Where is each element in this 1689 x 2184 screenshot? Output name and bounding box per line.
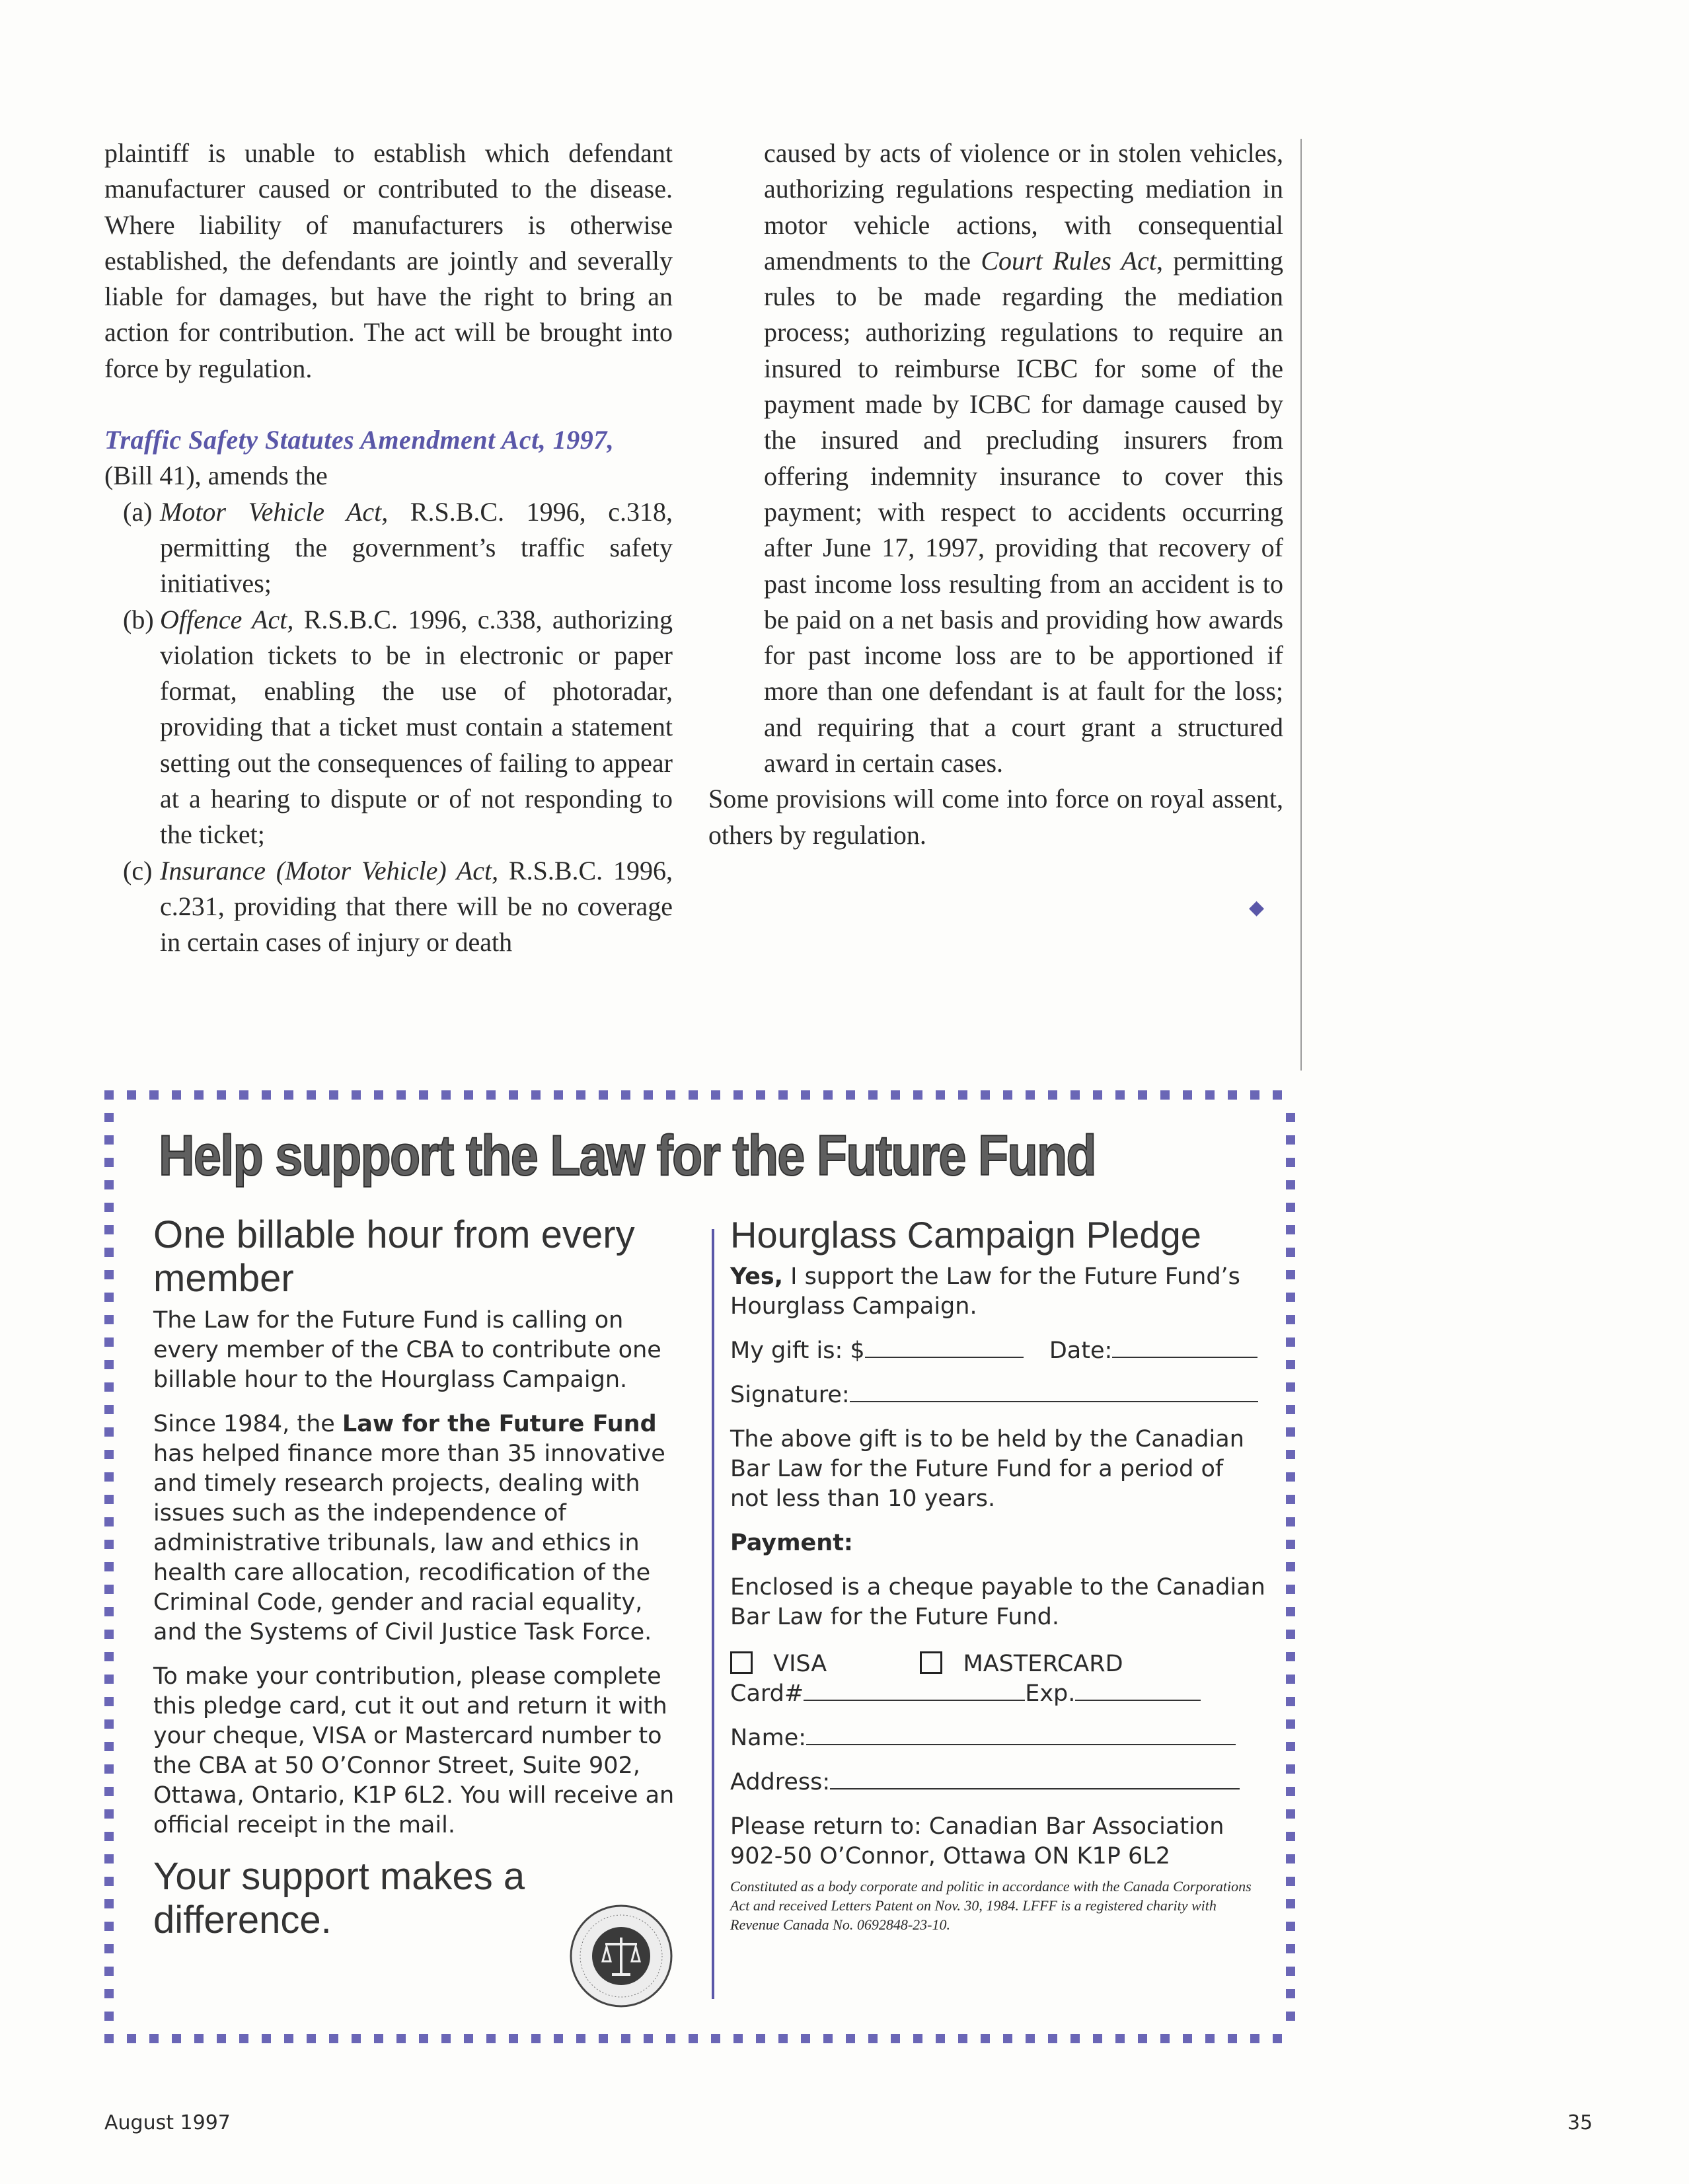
billable-hour-heading: One billable hour from every member xyxy=(153,1213,635,1300)
article-left-column xyxy=(104,135,673,961)
act-item-a: (a) Motor Vehicle Act, R.S.B.C. 1996, c.318, permitting the government’s traffic safety initiatives; xyxy=(123,496,673,599)
coupon-border-left xyxy=(104,1113,114,2025)
act-item-c: (c) Insurance (Motor Vehicle) Act, R.S.B.C. 1996, c.231, providing that there will be no coverage in certain cases of injury or death xyxy=(123,855,673,958)
coupon-border-right xyxy=(1286,1113,1295,2025)
coupon-headline: Help support the Law for the Future Fund xyxy=(159,1124,1096,1187)
end-of-article-icon: ◆ xyxy=(1249,897,1265,919)
cba-seal-logo xyxy=(568,1903,674,2009)
date-field[interactable] xyxy=(1112,1337,1257,1358)
pledge-heading: Hourglass Campaign Pledge xyxy=(730,1214,1201,1256)
card-number-field[interactable] xyxy=(804,1680,1025,1701)
article-lead-paragraph: plaintiff is unable to establish which defendant manufacturer caused or contributed to the disease. Where liability of manufacturers is otherwise established, the defendants are jointly and severally liable for damages, but have the right to bring an action for contribution. The act will be brought into force by regulation. xyxy=(104,138,673,383)
contribution-instructions: To make your contribution, please complete this pledge card, cut it out and return it with your cheque, VISA or Mastercard number to the CBA at 50 O’Connor Street, Suite 902, Ottawa, Ontario, K1P 6L2. You will receive an official receipt in the mail. xyxy=(153,1663,675,1838)
address-field[interactable] xyxy=(830,1768,1240,1789)
gift-amount-field[interactable] xyxy=(865,1337,1024,1358)
coupon-border-bottom xyxy=(104,2034,1295,2043)
article-right-paragraph: caused by acts of violence or in stolen vehicles, authorizing regulations respecting mediation in motor vehicle actions, with consequential amendments to the Court Rules Act, permitting rules to be made regarding the mediation process; authorizing regulations to require an insured to reimburse ICBC for some of the payment made by ICBC for damage caused by the insured and precluding insurers from offering indemnity insurance to cover this payment; with respect to accidents occurring after June 17, 1997, providing that recovery of past income loss resulting from an accident is to be paid on a net basis and providing how awards for past income loss are to be apportioned if more than one defendant is at fault for the loss; and requiring that a court grant a structured award in certain cases. xyxy=(764,138,1283,778)
signature-field[interactable] xyxy=(850,1381,1258,1402)
address-row: Address: xyxy=(730,1768,1265,1797)
column-rule xyxy=(1300,139,1302,1071)
card-expiry-field[interactable] xyxy=(1075,1680,1201,1701)
signature-row: Signature: xyxy=(730,1380,1265,1410)
cheque-instructions: Enclosed is a cheque payable to the Canadian Bar Law for the Future Fund. xyxy=(730,1574,1265,1630)
fund-intro-paragraph: The Law for the Future Fund is calling on every member of the CBA to contribute one billable hour to the Hourglass Campaign. xyxy=(153,1307,661,1393)
name-row: Name: xyxy=(730,1723,1265,1753)
act-item-b: (b) Offence Act, R.S.B.C. 1996, c.338, authorizing violation tickets to be in electronic or paper format, enabling the use of photoradar, providing that a ticket must contain a statement setting out the consequences of failing to appear at a hearing to dispute or of not responding to the ticket; xyxy=(123,604,673,850)
article-closing-paragraph: Some provisions will come into force on royal assent, others by regulation. xyxy=(708,784,1283,850)
gift-held-terms: The above gift is to be held by the Canadian Bar Law for the Future Fund for a period of not less than 10 years. xyxy=(730,1426,1244,1512)
visa-checkbox[interactable] xyxy=(730,1651,753,1674)
coupon-border-top xyxy=(104,1090,1295,1100)
mastercard-checkbox[interactable] xyxy=(920,1651,942,1674)
name-field[interactable] xyxy=(806,1724,1236,1745)
card-number-row: Card# Exp. xyxy=(730,1679,1265,1709)
charity-fine-print: Constituted as a body corporate and politic in accordance with the Canada Corporations Act and received Letters Patent on Nov. 30, 1984. LFFF is a registered charity with Revenue Canada No. 0692848-23-10. xyxy=(730,1878,1252,1933)
page-number: 35 xyxy=(1567,2111,1593,2134)
coupon-column-divider xyxy=(712,1229,714,1999)
card-type-row: VISA MASTERCARD xyxy=(730,1649,1265,1679)
support-closing-heading: Your support makes a difference. xyxy=(153,1855,525,1941)
pledge-form xyxy=(730,1213,1265,1949)
pledge-yes-statement: Yes, I support the Law for the Future Fund’s Hourglass Campaign. xyxy=(730,1263,1240,1320)
act-title: Traffic Safety Statutes Amendment Act, 1997, xyxy=(104,425,615,455)
gift-date-row: My gift is: $ Date: xyxy=(730,1336,1265,1366)
issue-date: August 1997 xyxy=(104,2111,231,2134)
fund-history-paragraph: Since 1984, the Law for the Future Fund has helped finance more than 35 innovative and timely research projects, dealing with issues such as the independence of administrative tribunals, law and ethics in health care allocation, recodification of the Criminal Code, gender and racial equality, and the Systems of Civil Justice Task Force. xyxy=(153,1411,665,1645)
payment-label: Payment: xyxy=(730,1530,853,1556)
coupon-left-column xyxy=(153,1213,682,1947)
return-address: Please return to: Canadian Bar Association 902-50 O’Connor, Ottawa ON K1P 6L2 xyxy=(730,1813,1224,1869)
article-right-column xyxy=(708,135,1283,853)
act-intro: (Bill 41), amends the xyxy=(104,461,328,491)
